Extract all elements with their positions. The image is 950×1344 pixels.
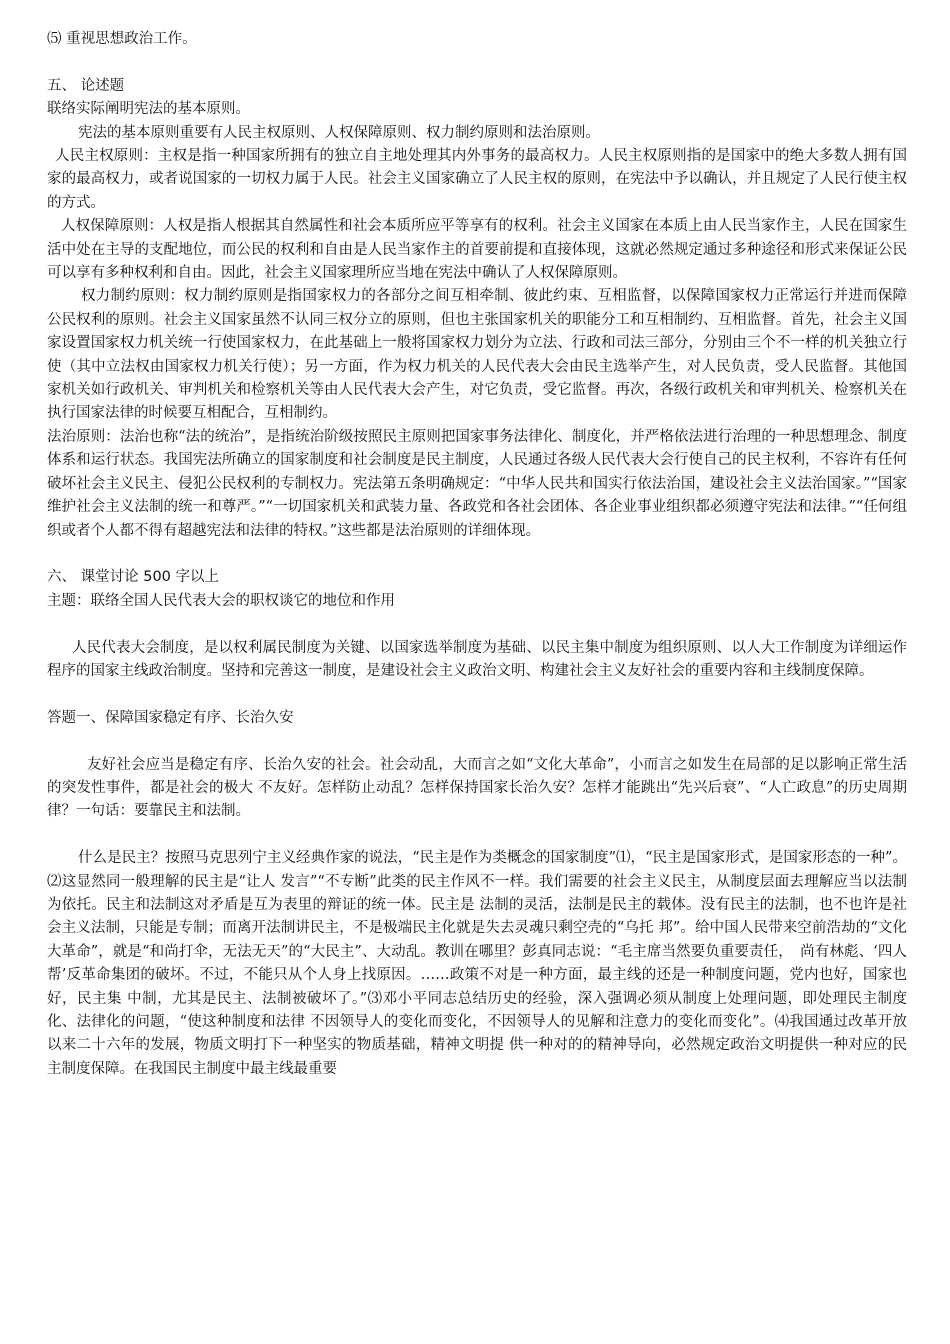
spacer (47, 730, 907, 753)
essay-question: 联络实际阐明宪法的基本原则。 (47, 101, 250, 118)
paragraph-democracy: 什么是民主？按照马克思列宁主义经典作家的说法，“民主是作为类概念的国家制度”⑴，“民主是国家形式，是国家形态的一种”。⑵这显然同一般理解的民主是“让人 发言”“不专断”此类的民主作风不一样。我们需要的社会主义民主，从制度层面去理解应当以法制为依托。民主和法制这对矛盾是互为表里的辩证的统一体。民主是 法制的灵活，法制是民主的载体。没有民主的法制，也不也许是社会主义法制，只能是专制；而离开法制讲民主，不是极端民主化就是失去灵魂只剩空壳的“乌托 邦”。给中国人民带来空前浩劫的“文化大革命”，就是“和尚打伞，无法无天”的“大民主”、大动乱。教训在哪里？彭真同志说：“毛主席当然要负重要责任， 尚有林彪、‘四人帮’反革命集团的破坏。不过，不能只从个人身上找原因。……政策不对是一种方面，最主线的还是一种制度问题，党内也好，国家也好，民主集 中制，尤其是民主、法制被破坏了。”⑶邓小平同志总结历史的经验，深入强调必须从制度上处理问题，即处理民主制度化、法律化的问题，“使这种制度和法律 不因领导人的变化而变化，不因领导人的见解和注意力的变化而变化”。⑷我国通过改革开放以来二十六年的发展，物质文明打下一种坚实的物质基础，精神文明提 供一种对的的精神导向，必然规定政治文明提供一种对应的民主制度保障。在我国民主制度中最主线最重要 (47, 850, 907, 1077)
paragraph-power-restriction: 权力制约原则：权力制约原则是指国家权力的各部分之间互相牵制、彼此约束、互相监督，以保障国家权力正常运行并进而保障公民权利的原则。社会主义国家虽然不认同三权分立的原则，但也主张国家机关的职能分工和互相制约、互相监督。首先，社会主义国家设置国家权力机关统一行使国家权力，在此基础上一般将国家权力划分为立法、行政和司法三部分，分别由三个不一样的机关独立行使（其中立法权由国家权力机关行使）；另一方面，作为权力机关的人民代表大会由民主选举产生，对人民负责，受人民监督。其他国家机关如行政机关、审判机关和检察机关等由人民代表大会产生，对它负责，受它监督。再次，各级行政机关和审判机关、检察机关在执行国家法律的时候要互相配合，互相制约。 (47, 288, 907, 422)
spacer (47, 543, 907, 566)
paragraph-popular-sovereignty: 人民主权原则：主权是指一种国家所拥有的独立自主地处理其内外事务的最高权力。人民主权原则指的是国家中的绝大多数人拥有国家的最高权力，或者说国家的一切权力属于人民。社会主义国家确立了人民主权的原则，在宪法中予以确认，并且规定了人民行使主权的方式。 (47, 148, 907, 211)
spacer (47, 613, 907, 636)
spacer (47, 51, 907, 74)
paragraph-rule-of-law: 法治原则：法治也称“法的统治”，是指统治阶级按照民主原则把国家事务法律化、制度化，并严格依法进行治理的一种思想理念、制度体系和运行状态。我国宪法所确立的国家制度和社会制度是民主制度，人民通过各级人民代表大会行使自己的民主权利，不容许有任何破坏社会主义民主、侵犯公民权利的专制权力。宪法第五条明确规定：“中华人民共和国实行依法治国，建设社会主义法治国家。”“国家维护社会主义法制的统一和尊严。”“一切国家机关和武装力量、各政党和各社会团体、各企业事业组织都必须遵守宪法和法律。”“任何组织或者个人都不得有超越宪法和法律的特权。”这些都是法治原则的详细体现。 (47, 428, 907, 539)
principles-intro: 宪法的基本原则重要有人民主权原则、人权保障原则、权力制约原则和法治原则。 (78, 124, 600, 141)
paragraph-human-rights: 人权保障原则：人权是指人根据其自然属性和社会本质所应平等享有的权利。社会主义国家在本质上由人民当家作主，人民在国家生活中处在主导的支配地位，而公民的权利和自由是人民当家作主的首要前提和直接体现，这就必然规定通过多种途径和形式来保证公民可以享有多种权利和自由。因此，社会主义国家理所应当地在宪法中确认了人权保障原则。 (47, 218, 907, 282)
document-page (47, 28, 907, 1081)
discussion-topic: 主题：联络全国人民代表大会的职权谈它的地位和作用 (47, 592, 395, 609)
spacer (47, 683, 907, 706)
paragraph-npc-system: 人民代表大会制度，是以权利属民制度为关键、以国家选举制度为基础、以民主集中制度为组织原则、以人大工作制度为详细运作程序的国家主线政治制度。坚持和完善这一制度，是建设社会主义政治文明、构建社会主义友好社会的重要内容和主线制度保障。 (47, 639, 907, 679)
section-6-heading: 六、 课堂讨论 500 字以上 (47, 569, 220, 586)
section-5-heading: 五、 论述题 (47, 77, 125, 94)
list-item-5: ⑸ 重视思想政治工作。 (47, 31, 197, 47)
paragraph-stability: 友好社会应当是稳定有序、长治久安的社会。社会动乱，大而言之如“文化大革命”，小而言之如发生在局部的足以影响正常生活的突发性事件，都是社会的极大 不友好。怎样防止动乱？怎样保持国家长治久安？怎样才能跳出“先兴后衰”、“人亡政息”的历史周期律？一句话：要靠民主和法制。 (47, 756, 907, 820)
answer-1-heading: 答题一、保障国家稳定有序、长治久安 (47, 709, 294, 726)
spacer (47, 824, 907, 847)
